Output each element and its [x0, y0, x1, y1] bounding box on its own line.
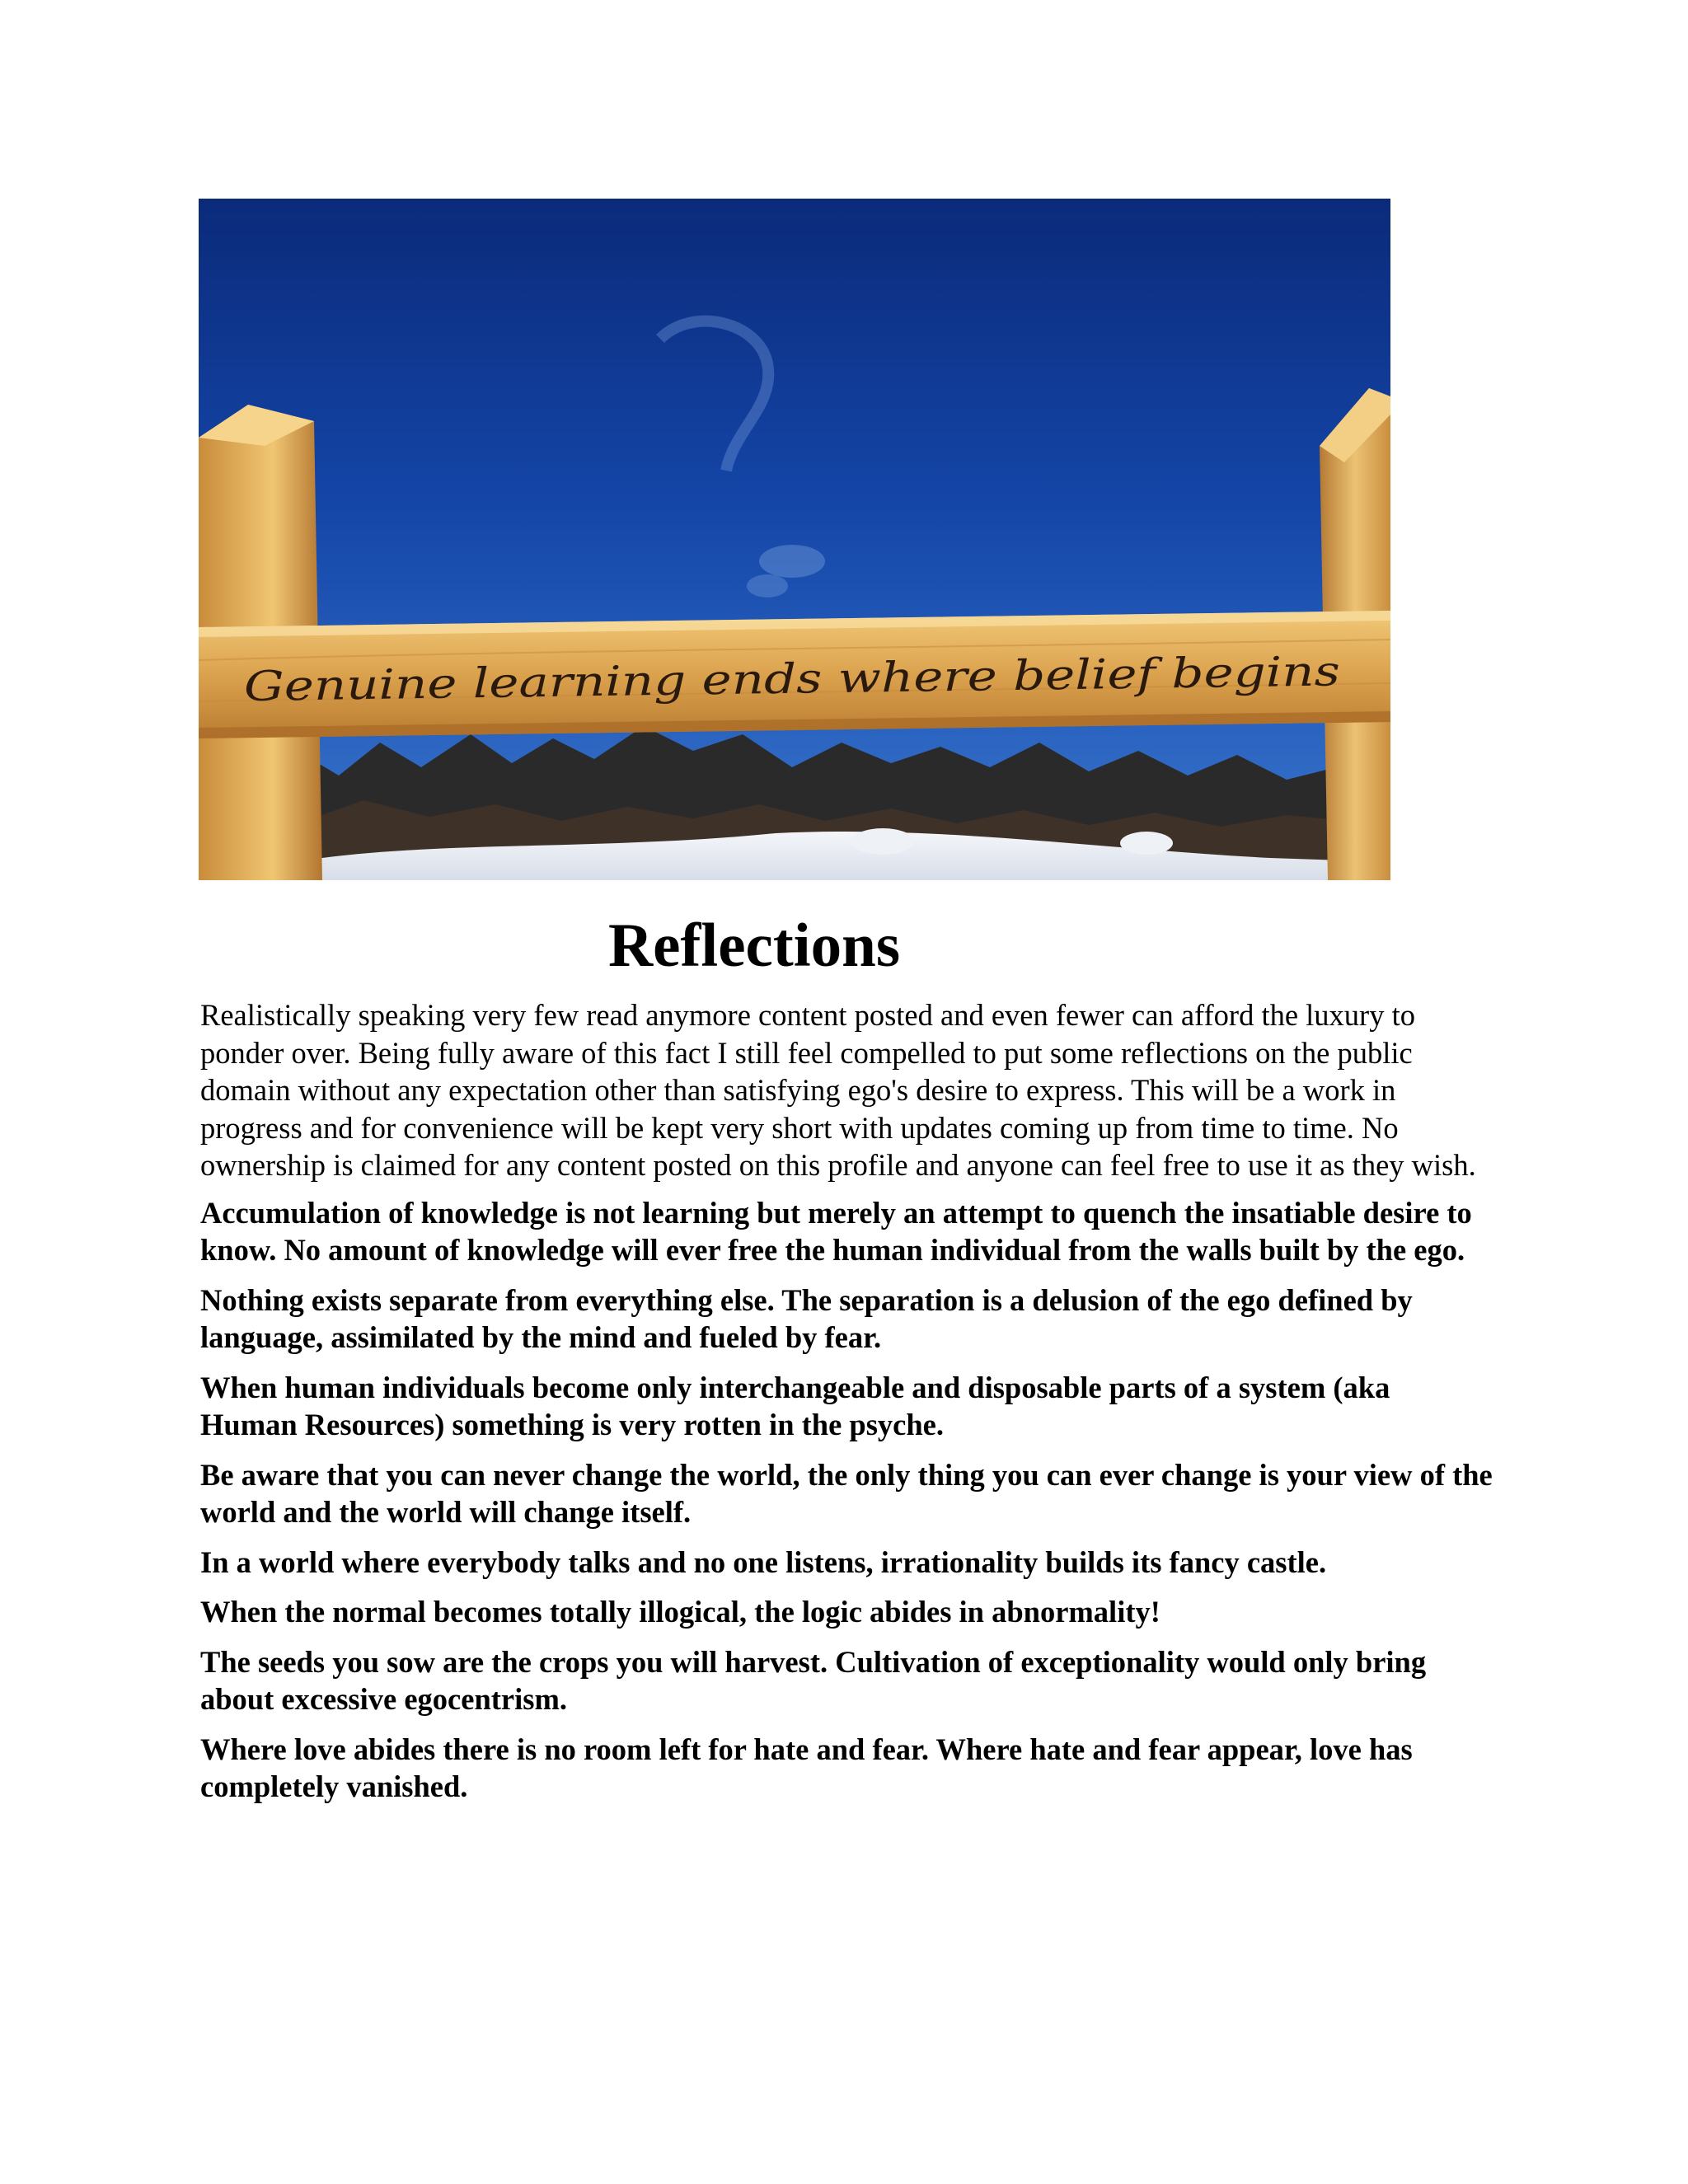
document-body: [200, 996, 1494, 1818]
reflection-paragraph: Nothing exists separate from everything else. The separation is a delusion of the ego defined by language, assimilated by the mind and fueled by fear.: [200, 1282, 1413, 1354]
header-photo: [199, 199, 1390, 880]
reflection-paragraph: The seeds you sow are the crops you will harvest. Cultivation of exceptionality would only bring about excessive egocentrism.: [200, 1644, 1427, 1716]
reflection-paragraph: When the normal becomes totally illogical, the logic abides in abnormality!: [200, 1595, 1160, 1629]
reflection-paragraph: Where love abides there is no room left for hate and fear. Where hate and fear appear, love has completely vanished.: [200, 1732, 1413, 1803]
reflection-paragraph: In a world where everybody talks and no one listens, irrationality builds its fancy castle.: [200, 1544, 1327, 1579]
intro-paragraph: Realistically speaking very few read anymore content posted and even fewer can afford the luxury to ponder over. Being fully aware of this fact I still feel compelled to put some reflections on the public domain without any expectation other than satisfying ego's desire to express. This will be a work in progress and for convenience will be kept very short with updates coming up from time to time. No ownership is claimed for any content posted on this profile and anyone can feel free to use it as they wish.: [200, 998, 1476, 1182]
sign-text: Genuine learning ends where belief begins: [243, 649, 1142, 711]
reflection-paragraph: When human individuals become only interchangeable and disposable parts of a system (aka Human Resources) something is very rotten in the psyche.: [200, 1370, 1390, 1441]
reflection-paragraph: Accumulation of knowledge is not learning but merely an attempt to quench the insatiable desire to know. No amount of knowledge will ever free the human individual from the walls built by the ego.: [200, 1195, 1472, 1267]
page-title: Reflections: [607, 912, 901, 980]
reflection-paragraph: Be aware that you can never change the world, the only thing you can ever change is your view of the world and the world will change itself.: [200, 1457, 1493, 1529]
